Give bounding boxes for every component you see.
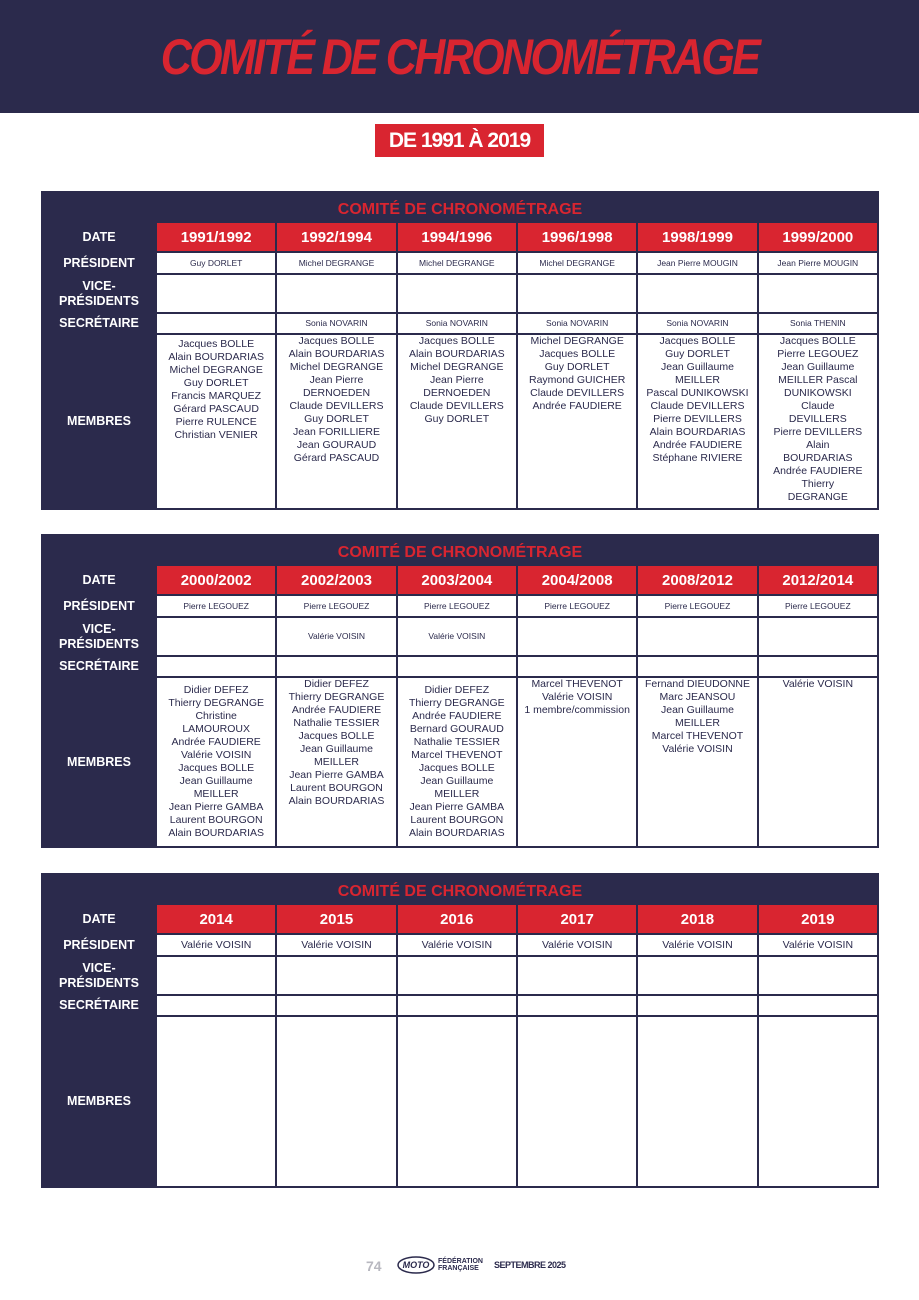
president-cell: Valérie VOISIN <box>276 934 396 956</box>
president-label: PRÉSIDENT <box>42 934 156 956</box>
table-title: COMITÉ DE CHRONOMÉTRAGE <box>42 535 878 565</box>
vice-cell <box>397 956 517 995</box>
year-header: 1994/1996 <box>397 222 517 252</box>
committee-table-3 <box>41 873 879 1188</box>
members-cell <box>156 1016 276 1187</box>
members-cell: Michel DEGRANGE Jacques BOLLE Guy DORLET Raymond GUICHER Claude DEVILLERS Andrée FAUDIERE <box>517 334 637 509</box>
vice-cell <box>517 617 637 656</box>
page-number: 74 <box>366 1258 382 1274</box>
president-cell: Valérie VOISIN <box>156 934 276 956</box>
secretary-cell <box>517 995 637 1016</box>
secretary-cell <box>156 995 276 1016</box>
year-header: 2014 <box>156 904 276 934</box>
year-header: 2015 <box>276 904 396 934</box>
year-header: 2018 <box>637 904 757 934</box>
vice-cell <box>758 274 878 313</box>
secretary-cell <box>397 656 517 677</box>
vice-cell <box>276 956 396 995</box>
committee-table-2 <box>41 534 879 848</box>
members-label: MEMBRES <box>42 334 156 509</box>
secretary-cell <box>758 995 878 1016</box>
president-cell: Michel DEGRANGE <box>276 252 396 274</box>
president-cell: Valérie VOISIN <box>397 934 517 956</box>
president-cell: Pierre LEGOUEZ <box>517 595 637 617</box>
members-cell <box>758 1016 878 1187</box>
vice-cell <box>758 956 878 995</box>
secretary-cell <box>156 656 276 677</box>
president-cell: Guy DORLET <box>156 252 276 274</box>
members-cell: Marcel THEVENOT Valérie VOISIN 1 membre/commission <box>517 677 637 847</box>
secretary-cell <box>758 656 878 677</box>
members-cell <box>637 1016 757 1187</box>
members-cell: Jacques BOLLE Alain BOURDARIAS Michel DEGRANGE Guy DORLET Francis MARQUEZ Gérard PASCAUD Pierre RULENCE Christian VENIER <box>156 334 276 509</box>
members-label: MEMBRES <box>42 1016 156 1187</box>
period-badge: DE 1991 À 2019 <box>375 124 544 157</box>
members-label: MEMBRES <box>42 677 156 847</box>
members-cell: Didier DEFEZ Thierry DEGRANGE Christine LAMOUROUX Andrée FAUDIERE Valérie VOISIN Jacques BOLLE Jean Guillaume MEILLER Jean Pierre GAMBA Laurent BOURGON Alain BOURDARIAS <box>156 677 276 847</box>
secretary-cell: Sonia NOVARIN <box>637 313 757 334</box>
year-header: 1992/1994 <box>276 222 396 252</box>
president-cell: Jean Pierre MOUGIN <box>758 252 878 274</box>
president-cell: Valérie VOISIN <box>517 934 637 956</box>
secretary-label: SECRÉTAIRE <box>42 656 156 677</box>
year-header: 2003/2004 <box>397 565 517 595</box>
president-label: PRÉSIDENT <box>42 595 156 617</box>
logo-text: MOTO <box>402 1260 430 1270</box>
vice-cell <box>517 274 637 313</box>
year-header: 2004/2008 <box>517 565 637 595</box>
year-header: 2000/2002 <box>156 565 276 595</box>
vice-cell <box>637 956 757 995</box>
secretary-cell: Sonia NOVARIN <box>397 313 517 334</box>
secretary-label: SECRÉTAIRE <box>42 313 156 334</box>
vice-cell <box>156 956 276 995</box>
secretary-label: SECRÉTAIRE <box>42 995 156 1016</box>
president-cell: Pierre LEGOUEZ <box>397 595 517 617</box>
secretary-cell: Sonia THENIN <box>758 313 878 334</box>
year-header: 2012/2014 <box>758 565 878 595</box>
vice-cell <box>276 274 396 313</box>
members-cell: Valérie VOISIN <box>758 677 878 847</box>
president-cell: Pierre LEGOUEZ <box>758 595 878 617</box>
vice-cell <box>637 617 757 656</box>
year-header: 2017 <box>517 904 637 934</box>
members-cell: Jacques BOLLE Guy DORLET Jean Guillaume MEILLER Pascal DUNIKOWSKI Claude DEVILLERS Pierre DEVILLERS Alain BOURDARIAS Andrée FAUDIERE Stéphane RIVIERE <box>637 334 757 509</box>
vice-cell <box>156 617 276 656</box>
vice-cell <box>758 617 878 656</box>
secretary-cell <box>397 995 517 1016</box>
year-header: 1996/1998 <box>517 222 637 252</box>
vice-label: VICE- PRÉSIDENTS <box>42 617 156 656</box>
table-title: COMITÉ DE CHRONOMÉTRAGE <box>42 874 878 904</box>
president-label: PRÉSIDENT <box>42 252 156 274</box>
president-cell: Valérie VOISIN <box>637 934 757 956</box>
secretary-cell <box>276 995 396 1016</box>
date-label: DATE <box>42 222 156 252</box>
vice-cell <box>156 274 276 313</box>
vice-cell <box>637 274 757 313</box>
vice-cell: Valérie VOISIN <box>397 617 517 656</box>
members-cell: Jacques BOLLE Alain BOURDARIAS Michel DEGRANGE Jean Pierre DERNOEDEN Claude DEVILLERS Guy DORLET <box>397 334 517 509</box>
president-cell: Valérie VOISIN <box>758 934 878 956</box>
president-cell: Pierre LEGOUEZ <box>637 595 757 617</box>
committee-table-1 <box>41 191 879 510</box>
members-cell: Fernand DIEUDONNE Marc JEANSOU Jean Guillaume MEILLER Marcel THEVENOT Valérie VOISIN <box>637 677 757 847</box>
federation-name <box>438 1258 483 1272</box>
president-cell: Michel DEGRANGE <box>517 252 637 274</box>
members-cell <box>397 1016 517 1187</box>
vice-label: VICE- PRÉSIDENTS <box>42 956 156 995</box>
year-header: 1991/1992 <box>156 222 276 252</box>
date-label: DATE <box>42 565 156 595</box>
secretary-cell: Sonia NOVARIN <box>517 313 637 334</box>
year-header: 2019 <box>758 904 878 934</box>
vice-cell: Valérie VOISIN <box>276 617 396 656</box>
president-cell: Pierre LEGOUEZ <box>276 595 396 617</box>
page-title: COMITÉ DE CHRONOMÉTRAGE <box>160 29 759 85</box>
members-cell: Didier DEFEZ Thierry DEGRANGE Andrée FAUDIERE Bernard GOURAUD Nathalie TESSIER Marcel THEVENOT Jacques BOLLE Jean Guillaume MEILLER Jean Pierre GAMBA Laurent BOURGON Alain BOURDARIAS <box>397 677 517 847</box>
table-title: COMITÉ DE CHRONOMÉTRAGE <box>42 192 878 222</box>
secretary-cell <box>156 313 276 334</box>
moto-logo-icon <box>397 1256 435 1274</box>
year-header: 2002/2003 <box>276 565 396 595</box>
secretary-cell <box>637 656 757 677</box>
members-cell <box>276 1016 396 1187</box>
year-header: 2016 <box>397 904 517 934</box>
secretary-cell: Sonia NOVARIN <box>276 313 396 334</box>
secretary-cell <box>517 656 637 677</box>
issue-date: SEPTEMBRE 2025 <box>494 1260 566 1270</box>
secretary-cell <box>637 995 757 1016</box>
vice-cell <box>397 274 517 313</box>
president-cell: Jean Pierre MOUGIN <box>637 252 757 274</box>
year-header: 1999/2000 <box>758 222 878 252</box>
secretary-cell <box>276 656 396 677</box>
president-cell: Michel DEGRANGE <box>397 252 517 274</box>
date-label: DATE <box>42 904 156 934</box>
members-cell: Jacques BOLLE Alain BOURDARIAS Michel DEGRANGE Jean Pierre DERNOEDEN Claude DEVILLERS Guy DORLET Jean FORILLIERE Jean GOURAUD Gérard PASCAUD <box>276 334 396 509</box>
president-cell: Pierre LEGOUEZ <box>156 595 276 617</box>
vice-cell <box>517 956 637 995</box>
members-cell: Didier DEFEZ Thierry DEGRANGE Andrée FAUDIERE Nathalie TESSIER Jacques BOLLE Jean Guillaume MEILLER Jean Pierre GAMBA Laurent BOURGON Alain BOURDARIAS <box>276 677 396 847</box>
members-cell: Jacques BOLLE Pierre LEGOUEZ Jean Guillaume MEILLER Pascal DUNIKOWSKI Claude DEVILLERS Pierre DEVILLERS Alain BOURDARIAS Andrée FAUDIERE Thierry DEGRANGE <box>758 334 878 509</box>
federation-line-1: FÉDÉRATION <box>438 1258 483 1265</box>
federation-line-2: FRANÇAISE <box>438 1265 479 1272</box>
vice-label: VICE- PRÉSIDENTS <box>42 274 156 313</box>
year-header: 1998/1999 <box>637 222 757 252</box>
members-cell <box>517 1016 637 1187</box>
year-header: 2008/2012 <box>637 565 757 595</box>
